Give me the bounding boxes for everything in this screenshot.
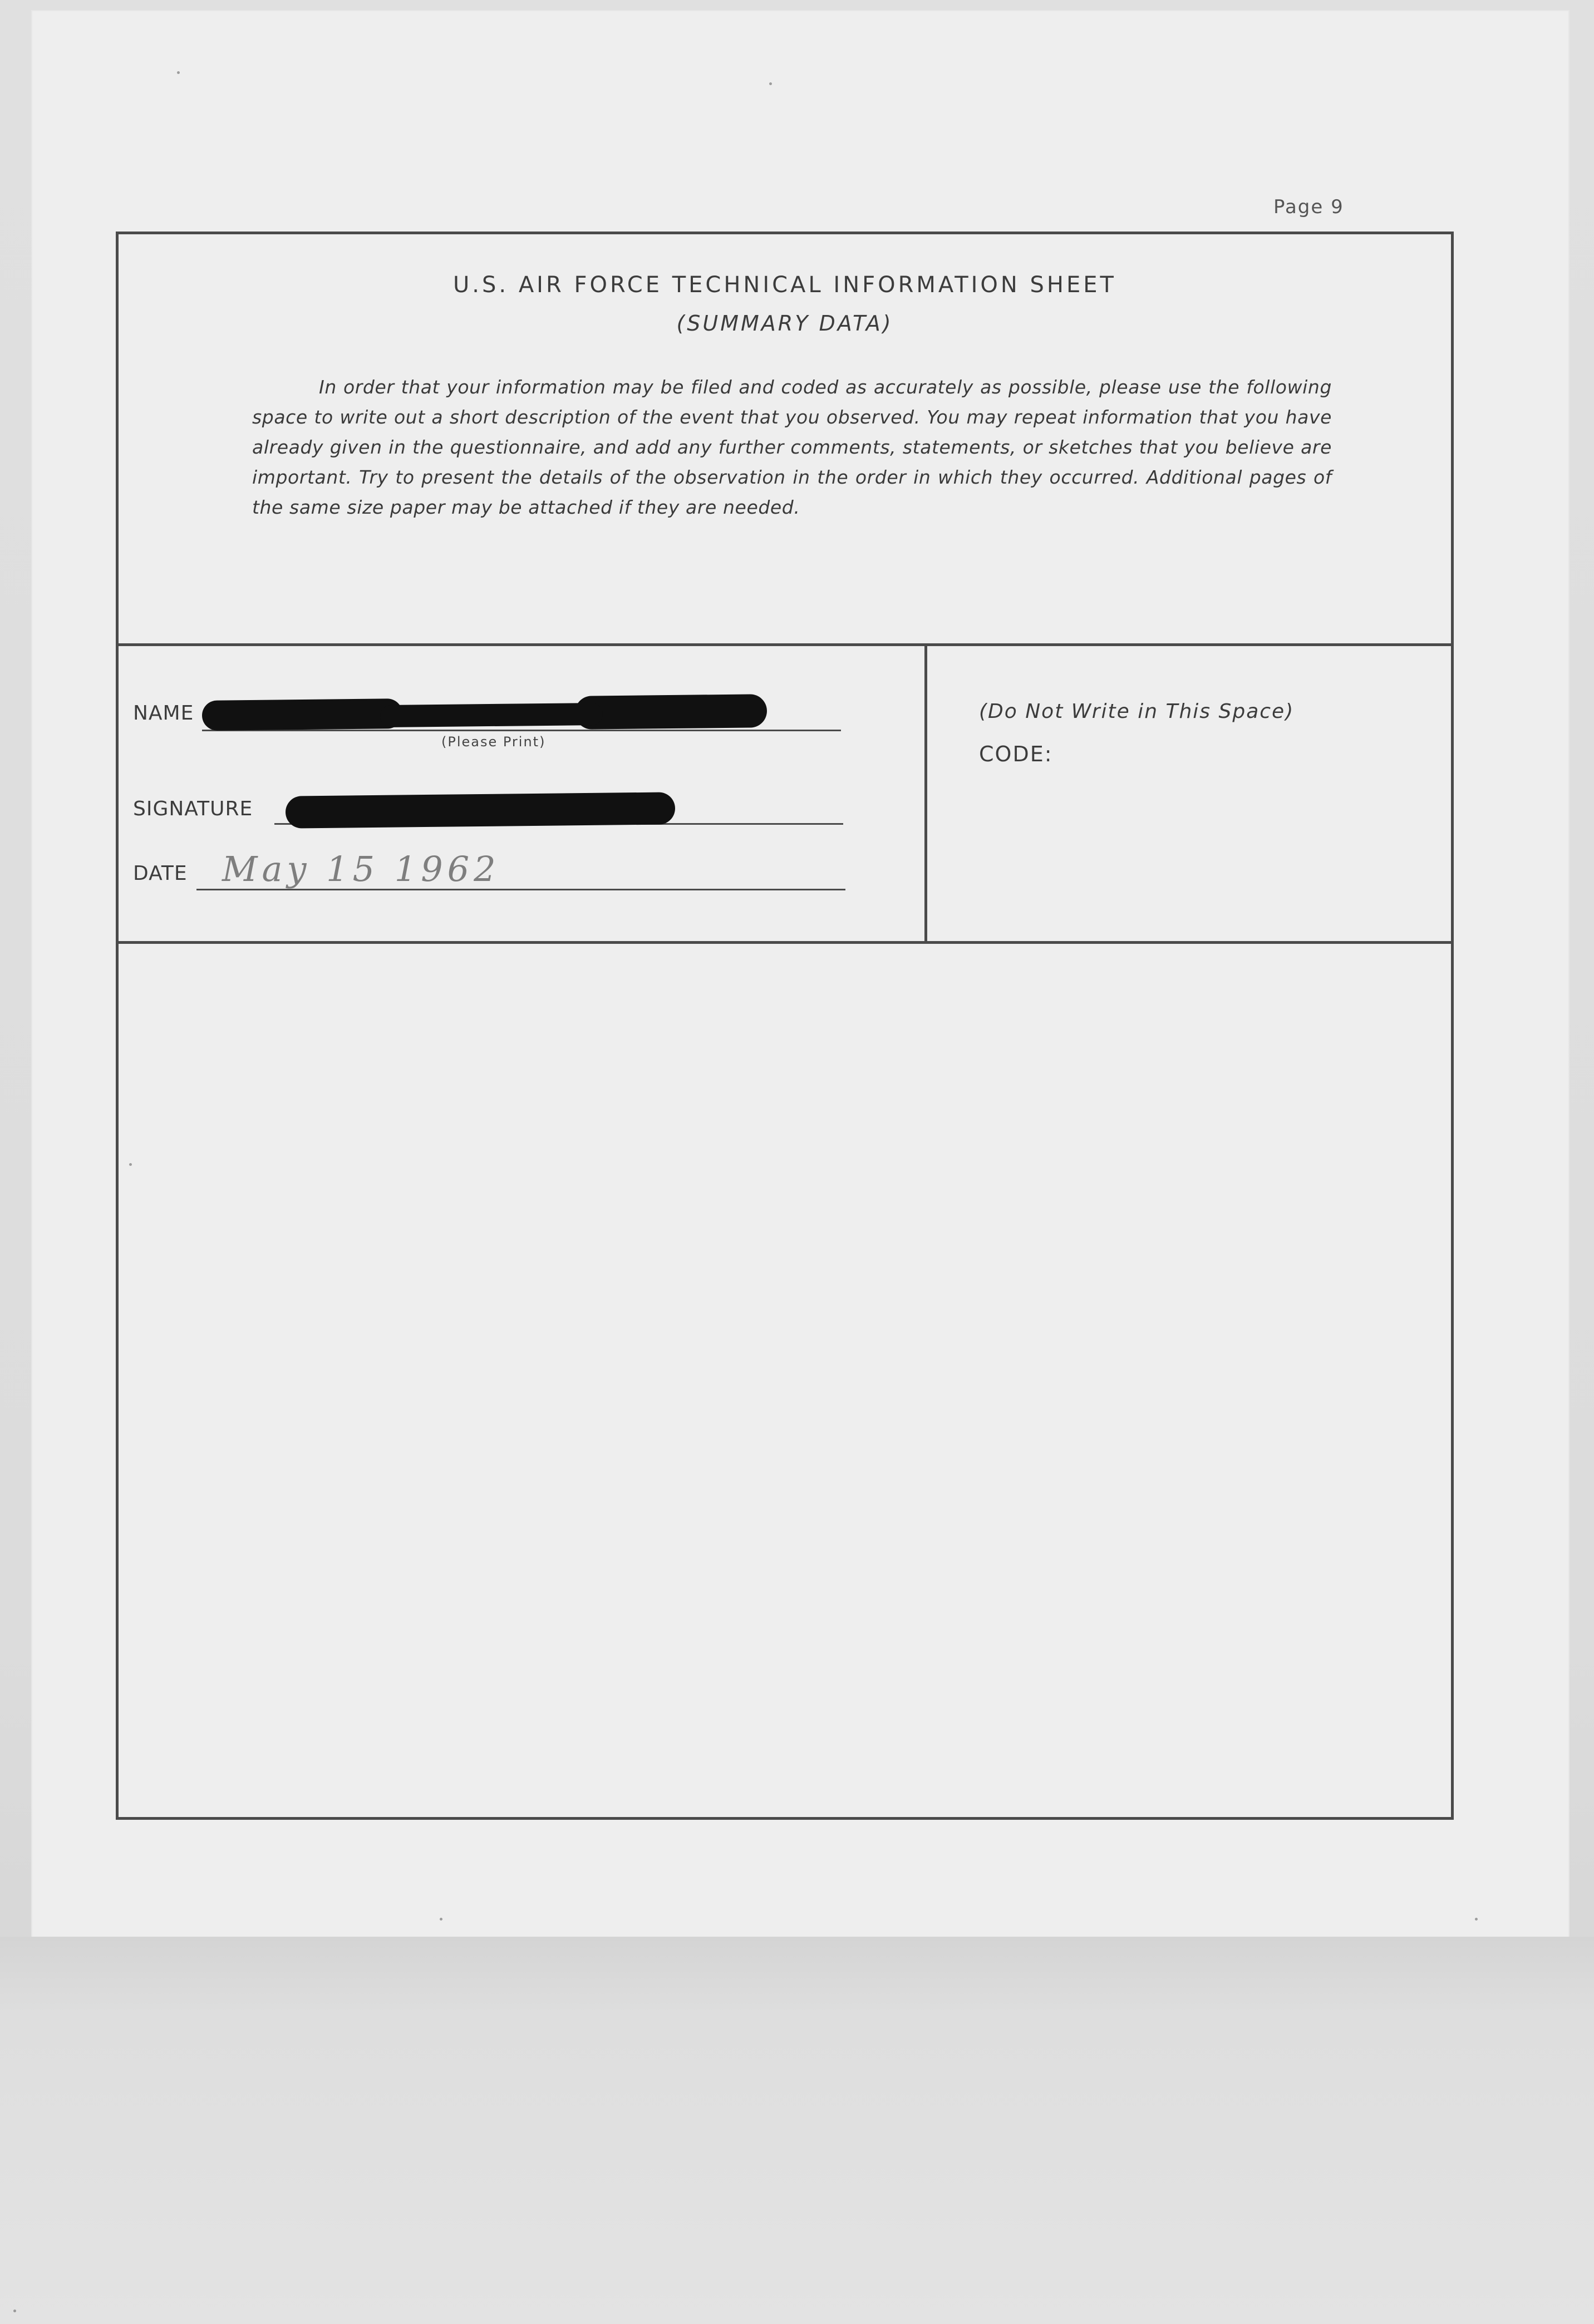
code-label: CODE: xyxy=(979,742,1053,766)
signature-label: SIGNATURE xyxy=(133,797,253,820)
observer-info-section xyxy=(119,646,1451,944)
office-use-note: (Do Not Write in This Space) xyxy=(979,700,1295,723)
scan-speck xyxy=(13,2310,16,2312)
office-use-divider xyxy=(924,646,927,941)
page-number: Page 9 xyxy=(1273,196,1344,218)
name-redaction-left xyxy=(202,698,403,731)
scan-speck xyxy=(440,1918,442,1921)
scan-speck xyxy=(769,82,772,85)
form-title: U.S. AIR FORCE TECHNICAL INFORMATION SHEET xyxy=(453,272,1116,298)
form-instructions: In order that your information may be filed and coded as accurately as possible, please use the following space to write out a short description of the event that you observed. You may repeat information that you have already given in the questionnaire, and add any further comments, statements, or sketches that you believe are important. Try to present the details of the observation in the order in which they occurred. Additional pages of the same size paper may be attached if they are needed. xyxy=(252,376,1332,518)
date-handwritten: May 15 1962 xyxy=(222,849,500,889)
name-redaction-right xyxy=(575,694,768,730)
name-label: NAME xyxy=(133,702,194,725)
scan-speck xyxy=(129,1163,132,1166)
scan-speck xyxy=(177,71,180,74)
scan-speck xyxy=(1475,1918,1478,1921)
form-header xyxy=(119,234,1451,646)
please-print-note: (Please Print) xyxy=(441,734,546,750)
form-subtitle: (SUMMARY DATA) xyxy=(676,311,893,336)
date-label: DATE xyxy=(133,862,188,885)
scanner-bed-strip xyxy=(0,1937,1594,2324)
technical-information-sheet xyxy=(116,232,1454,1820)
description-writing-area[interactable] xyxy=(119,944,1451,1818)
signature-redaction xyxy=(286,792,676,828)
name-redaction-middle xyxy=(380,703,603,727)
name-field-line[interactable] xyxy=(202,730,841,731)
